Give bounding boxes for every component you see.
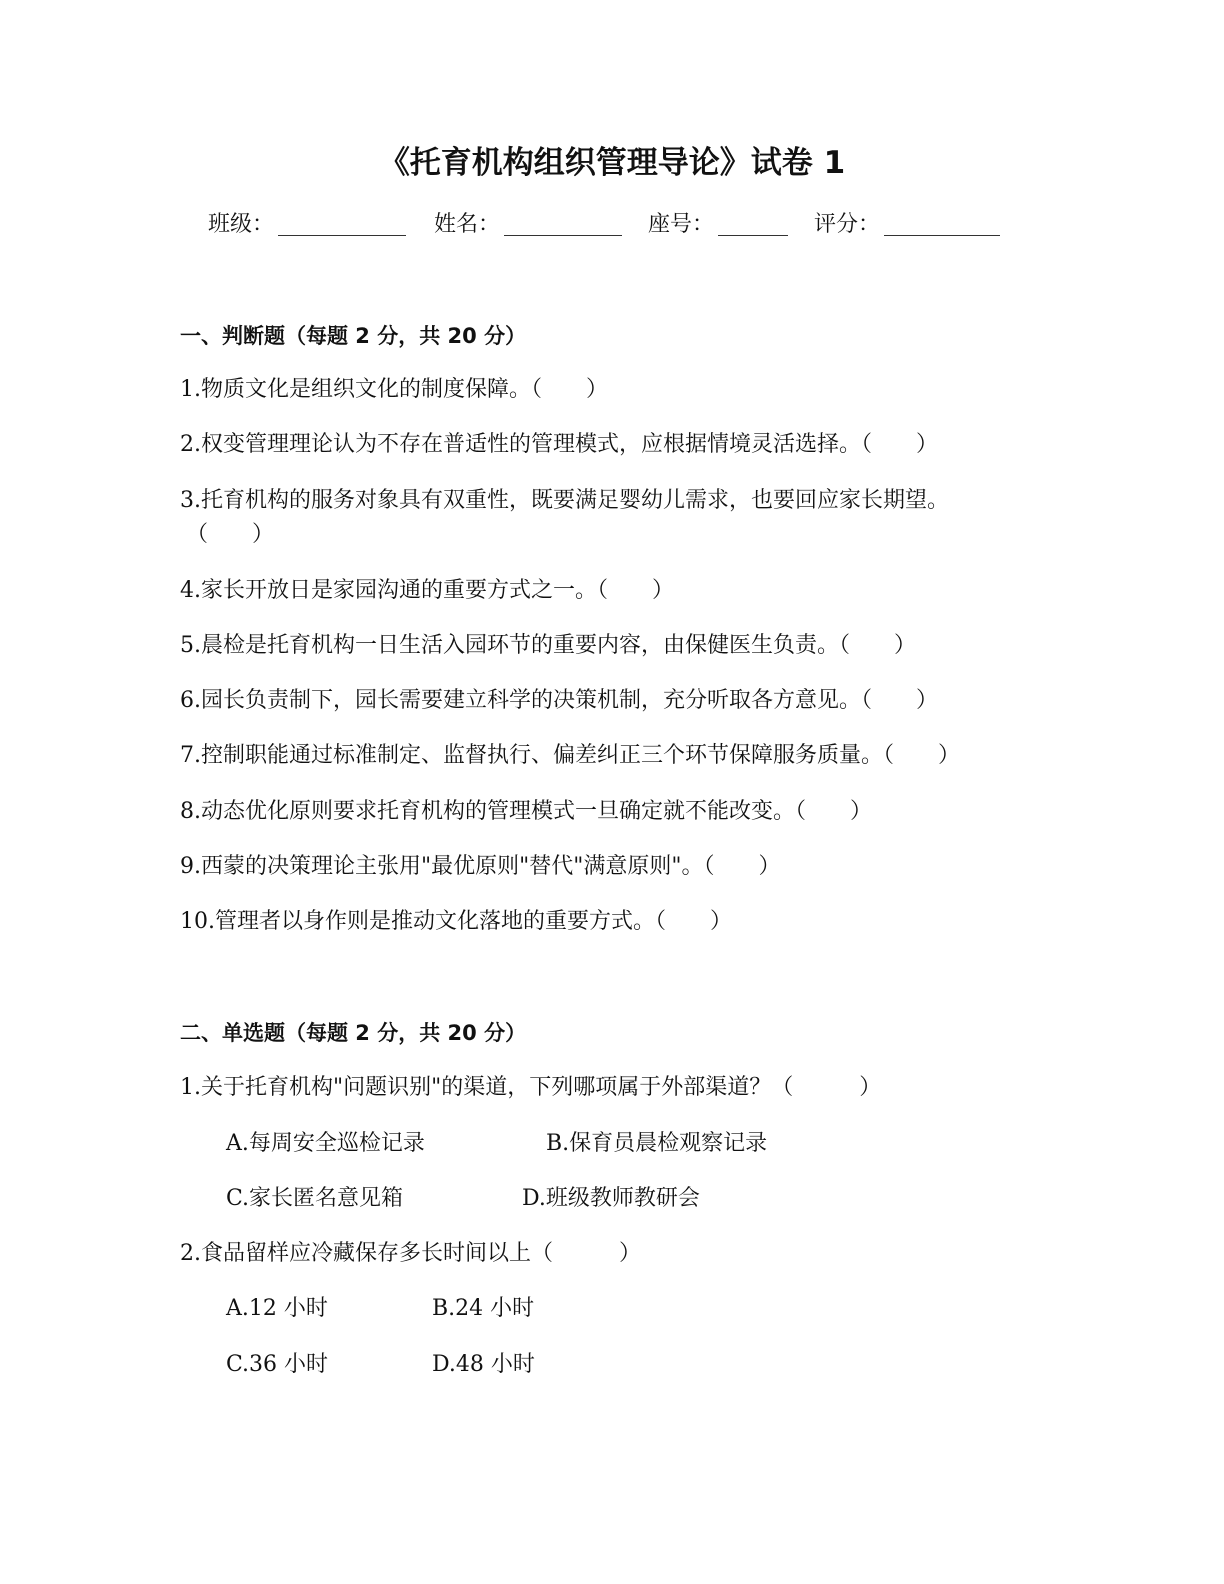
option-a: A.12 小时: [226, 1296, 328, 1321]
question-text: 1.物质文化是组织文化的制度保障。（ ）: [180, 377, 608, 402]
question-text: 10.管理者以身作则是推动文化落地的重要方式。（ ）: [180, 909, 732, 934]
question-text: 7.控制职能通过标准制定、监督执行、偏差纠正三个环节保障服务质量。（ ）: [180, 743, 960, 768]
name-label: 姓名：: [434, 212, 501, 237]
seat-blank: [718, 205, 788, 236]
question-text: 9.西蒙的决策理论主张用"最优原则"替代"满意原则"。（ ）: [180, 854, 781, 879]
option-b: B.保育员晨检观察记录: [546, 1131, 768, 1156]
class-blank: [278, 205, 406, 236]
section-heading-judgement: 一、判断题（每题 2 分，共 20 分）: [180, 324, 527, 348]
section-heading-single-choice: 二、单选题（每题 2 分，共 20 分）: [180, 1021, 527, 1045]
question-text: 5.晨检是托育机构一日生活入园环节的重要内容，由保健医生负责。（ ）: [180, 633, 916, 658]
question-text: 1.关于托育机构"问题识别"的渠道，下列哪项属于外部渠道？（ ）: [180, 1075, 882, 1100]
question-text: 6.园长负责制下，园长需要建立科学的决策机制，充分听取各方意见。（ ）: [180, 688, 938, 713]
seat-label: 座号：: [648, 212, 715, 237]
score-label: 评分：: [814, 212, 881, 237]
option-d: D.班级教师教研会: [522, 1186, 700, 1211]
option-c: C.36 小时: [226, 1352, 329, 1377]
option-b: B.24 小时: [432, 1296, 535, 1321]
score-field: [814, 205, 1000, 245]
exam-title: 《托育机构组织管理导论》试卷 1: [378, 145, 846, 181]
name-blank: [504, 205, 622, 236]
question-text: 2.食品留样应冷藏保存多长时间以上（ ）: [180, 1241, 641, 1266]
option-a: A.每周安全巡检记录: [226, 1131, 425, 1156]
name-field: [434, 205, 622, 245]
score-blank: [884, 205, 1000, 236]
question-answer-paren: （ ）: [186, 522, 275, 547]
question-text: 4.家长开放日是家园沟通的重要方式之一。（ ）: [180, 578, 674, 603]
option-d: D.48 小时: [432, 1352, 535, 1377]
class-label: 班级：: [208, 212, 275, 237]
seat-field: [648, 205, 788, 245]
question-text: 2.权变管理理论认为不存在普适性的管理模式，应根据情境灵活选择。（ ）: [180, 432, 938, 457]
student-info-row: [0, 205, 1224, 245]
class-field: [208, 205, 406, 245]
question-text: 3.托育机构的服务对象具有双重性，既要满足婴幼儿需求，也要回应家长期望。: [180, 488, 949, 513]
option-c: C.家长匿名意见箱: [226, 1186, 404, 1211]
question-text: 8.动态优化原则要求托育机构的管理模式一旦确定就不能改变。（ ）: [180, 799, 872, 824]
